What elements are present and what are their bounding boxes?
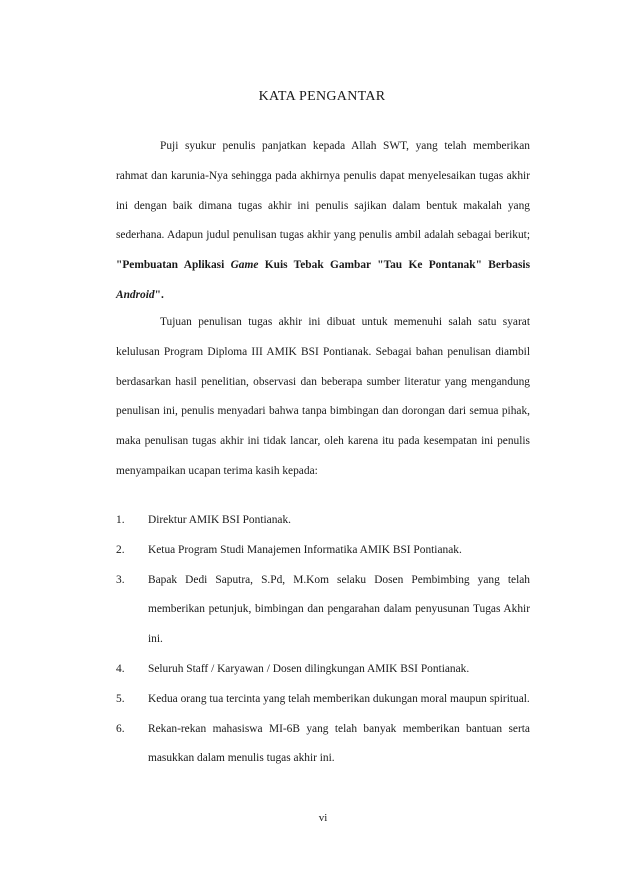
list-item bbox=[116, 506, 530, 536]
page-title: KATA PENGANTAR bbox=[258, 89, 386, 104]
list-item-text: Seluruh Staff / Karyawan / Dosen dilingkungan AMIK BSI Pontianak. bbox=[148, 662, 470, 675]
thesis-title-part1: "Pembuatan Aplikasi bbox=[116, 259, 231, 272]
list-item bbox=[116, 655, 530, 685]
list-item bbox=[116, 685, 530, 715]
thesis-title-end: ". bbox=[154, 288, 164, 301]
page-number: vi bbox=[318, 812, 328, 824]
paragraph-purpose: Tujuan penulisan tugas akhir ini dibuat untuk memenuhi salah satu syarat kelulusan Program Diploma III AMIK BSI Pontianak. Sebagai bahan penulisan diambil berdasarkan hasil penelitian, observasi dan beberapa sumber literatur yang mengandung penulisan ini, penulis menyadari bahwa tanpa bimbingan dan dorongan dari semua pihak, maka penulisan tugas akhir ini tidak lancar, oleh karena itu pada kesempatan ini penulis menyampaikan ucapan terima kasih kepada: bbox=[116, 316, 530, 477]
list-item bbox=[116, 536, 530, 566]
list-item-text: Rekan-rekan mahasiswa MI-6B yang telah banyak memberikan bantuan serta masukkan dalam menulis tugas akhir ini. bbox=[148, 722, 530, 765]
acknowledgement-list bbox=[116, 506, 530, 774]
thesis-title-game: Game bbox=[230, 259, 259, 272]
list-item-number: 6. bbox=[116, 722, 125, 735]
list-item-number: 3. bbox=[116, 573, 125, 586]
list-item-number: 4. bbox=[116, 662, 125, 675]
thesis-title-android: Android bbox=[116, 288, 155, 301]
list-item-number: 2. bbox=[116, 543, 125, 556]
list-item-text: Kedua orang tua tercinta yang telah memberikan dukungan moral maupun spiritual. bbox=[148, 692, 530, 705]
thesis-title-part2: Kuis Tebak Gambar "Tau Ke Pontanak" Berbasis bbox=[258, 259, 530, 272]
paragraph-intro bbox=[116, 132, 530, 311]
list-item bbox=[116, 715, 530, 775]
list-item bbox=[116, 566, 530, 655]
list-item-number: 1. bbox=[116, 514, 125, 526]
list-item-text: Bapak Dedi Saputra, S.Pd, M.Kom selaku Dosen Pembimbing yang telah memberikan petunjuk, bimbingan dan pengarahan dalam penyusunan Tugas Akhir ini. bbox=[148, 573, 530, 646]
list-item-number: 5. bbox=[116, 692, 125, 705]
list-item-text: Direktur AMIK BSI Pontianak. bbox=[148, 514, 292, 526]
paragraph-intro-text: Puji syukur penulis panjatkan kepada Allah SWT, yang telah memberikan rahmat dan karunia-Nya sehingga pada akhirnya penulis dapat menyelesaikan tugas akhir ini dengan baik dimana tugas akhir ini penulis sajikan dalam bentuk makalah yang sederhana. Adapun judul penulisan tugas akhir yang penulis ambil adalah sebagai berikut; bbox=[116, 140, 530, 242]
list-item-text: Ketua Program Studi Manajemen Informatika AMIK BSI Pontianak. bbox=[148, 543, 462, 556]
thesis-title bbox=[116, 259, 530, 301]
